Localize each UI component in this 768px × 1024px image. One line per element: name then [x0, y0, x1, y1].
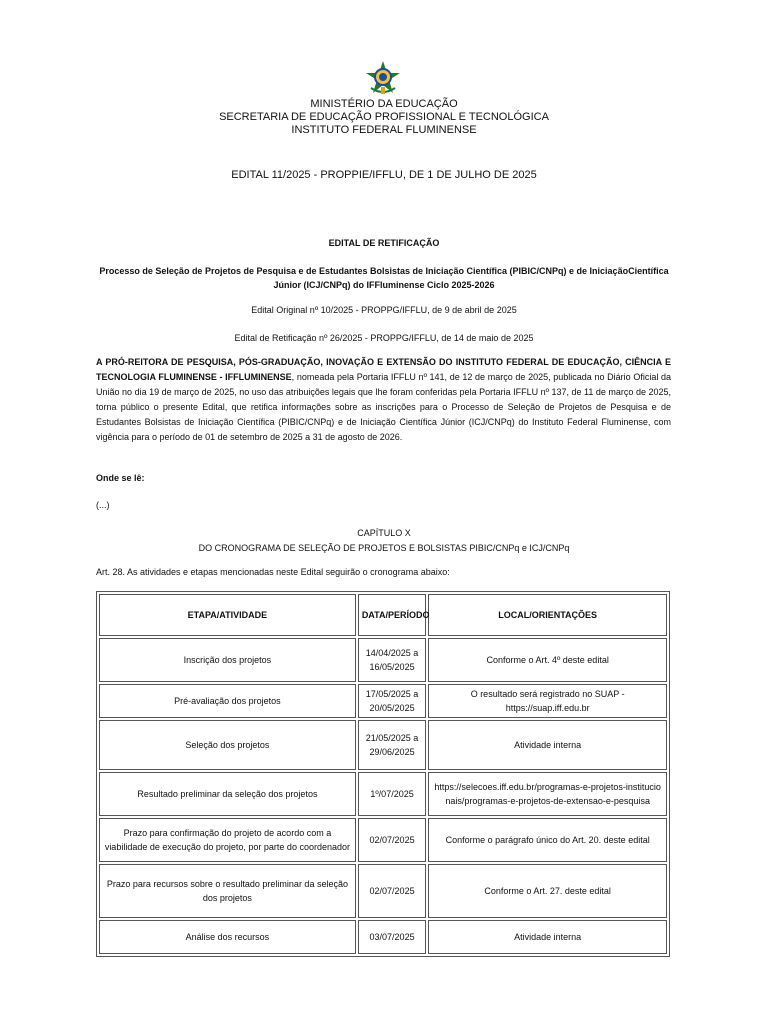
cell-local: Atividade interna: [428, 920, 667, 954]
edital-title: EDITAL 11/2025 - PROPPIE/IFFLU, DE 1 DE JULHO DE 2025: [231, 169, 537, 181]
cell-etapa: Análise dos recursos: [99, 920, 356, 954]
cell-local: https://selecoes.iff.edu.br/programas-e-projetos-institucionais/programas-e-projetos-de-extensao-e-pesquisa: [428, 772, 667, 816]
header-etapa: ETAPA/ATIVIDADE: [99, 594, 356, 636]
edital-original: Edital Original nº 10/2025 - PROPPG/IFFLU, de 9 de abril de 2025: [251, 305, 517, 315]
cell-etapa: Seleção dos projetos: [99, 720, 356, 770]
chapter-subtitle: DO CRONOGRAMA DE SELEÇÃO DE PROJETOS E BOLSISTAS PIBIC/CNPq e ICJ/CNPq: [198, 543, 570, 553]
table-row: [99, 818, 667, 862]
processo-title: Processo de Seleção de Projetos de Pesquisa e de Estudantes Bolsistas de Iniciação Científica (PIBIC/CNPq) e de IniciaçãoCientífica Júnior (ICJ/CNPq) do IFFluminense Ciclo 2025-2026: [99, 266, 669, 290]
cell-data: 1º/07/2025: [358, 772, 426, 816]
table-row: [99, 772, 667, 816]
ellipsis-marker: (...): [96, 500, 110, 510]
table-row: [99, 720, 667, 770]
edital-retificacao-number: Edital de Retificação nº 26/2025 - PROPPG/IFFLU, de 14 de maio de 2025: [234, 333, 534, 343]
chapter-number: CAPÍTULO X: [357, 528, 411, 538]
cell-etapa: Inscrição dos projetos: [99, 638, 356, 682]
secretariat-line: SECRETARIA DE EDUCAÇÃO PROFISSIONAL E TECNOLÓGICA: [219, 111, 549, 123]
header-data: DATA/PERÍODO: [358, 594, 426, 636]
cell-local: Conforme o Art. 4º deste edital: [428, 638, 667, 682]
cell-etapa: Prazo para confirmação do projeto de acordo com a viabilidade de execução do projeto, por parte do coordenador: [99, 818, 356, 862]
cell-local: Atividade interna: [428, 720, 667, 770]
coat-of-arms-icon: [365, 60, 401, 96]
table-row: [99, 920, 667, 954]
cell-etapa: Pré-avaliação dos projetos: [99, 684, 356, 718]
cell-local: Conforme o Art. 27. deste edital: [428, 864, 667, 918]
table-row: [99, 638, 667, 682]
table-header-row: [99, 594, 667, 636]
body-paragraph: [96, 355, 671, 445]
schedule-table: [96, 591, 670, 957]
ministry-line: MINISTÉRIO DA EDUCAÇÃO: [310, 98, 458, 110]
cell-data: 21/05/2025 a 29/06/2025: [358, 720, 426, 770]
cell-data: 17/05/2025 a 20/05/2025: [358, 684, 426, 718]
body-text: , nomeada pela Portaria IFFLU nº 141, de 12 de março de 2025, publicada no Diário Oficial da União no dia 19 de março de 2025, no uso das atribuições legais que lhe foram conferidas pela Portaria IFFLU nº 137, de 11 de março de 2025, torna público o presente Edital, que retifica informações sobre as inscrições para o Processo de Seleção de Projetos de Pesquisa e de Estudantes Bolsistas de Iniciação Científica (PIBIC/CNPq) e de Iniciação Científica Júnior (ICJ/CNPq) do Instituto Federal Fluminense, com vigência para o período de 01 de setembro de 2025 a 31 de agosto de 2026.: [96, 372, 671, 442]
cell-etapa: Prazo para recursos sobre o resultado preliminar da seleção dos projetos: [99, 864, 356, 918]
cell-local: O resultado será registrado no SUAP - https://suap.iff.edu.br: [428, 684, 667, 718]
cell-data: 14/04/2025 a 16/05/2025: [358, 638, 426, 682]
table-row: [99, 864, 667, 918]
table-row: [99, 684, 667, 718]
institute-line: INSTITUTO FEDERAL FLUMINENSE: [291, 124, 477, 136]
cell-etapa: Resultado preliminar da seleção dos projetos: [99, 772, 356, 816]
header-local: LOCAL/ORIENTAÇÕES: [428, 594, 667, 636]
chapter-heading: [0, 526, 768, 556]
cell-data: 02/07/2025: [358, 818, 426, 862]
cell-local: Conforme o parágrafo único do Art. 20. deste edital: [428, 818, 667, 862]
onde-se-le-label: Onde se lê:: [96, 473, 145, 483]
cell-data: 03/07/2025: [358, 920, 426, 954]
body-lead: A PRÓ-REITORA DE PESQUISA, PÓS-GRADUAÇÃO, INOVAÇÃO E EXTENSÃO DO INSTITUTO FEDERAL DE EDUCAÇÃO, CIÊNCIA E TECNOLOGIA FLUMINENSE - IFFLUMINENSE: [96, 357, 671, 382]
cell-data: 02/07/2025: [358, 864, 426, 918]
retificacao-title: EDITAL DE RETIFICAÇÃO: [328, 238, 440, 248]
article-28: Art. 28. As atividades e etapas mencionadas neste Edital seguirão o cronograma abaixo:: [96, 567, 450, 577]
institution-header: [0, 98, 768, 137]
